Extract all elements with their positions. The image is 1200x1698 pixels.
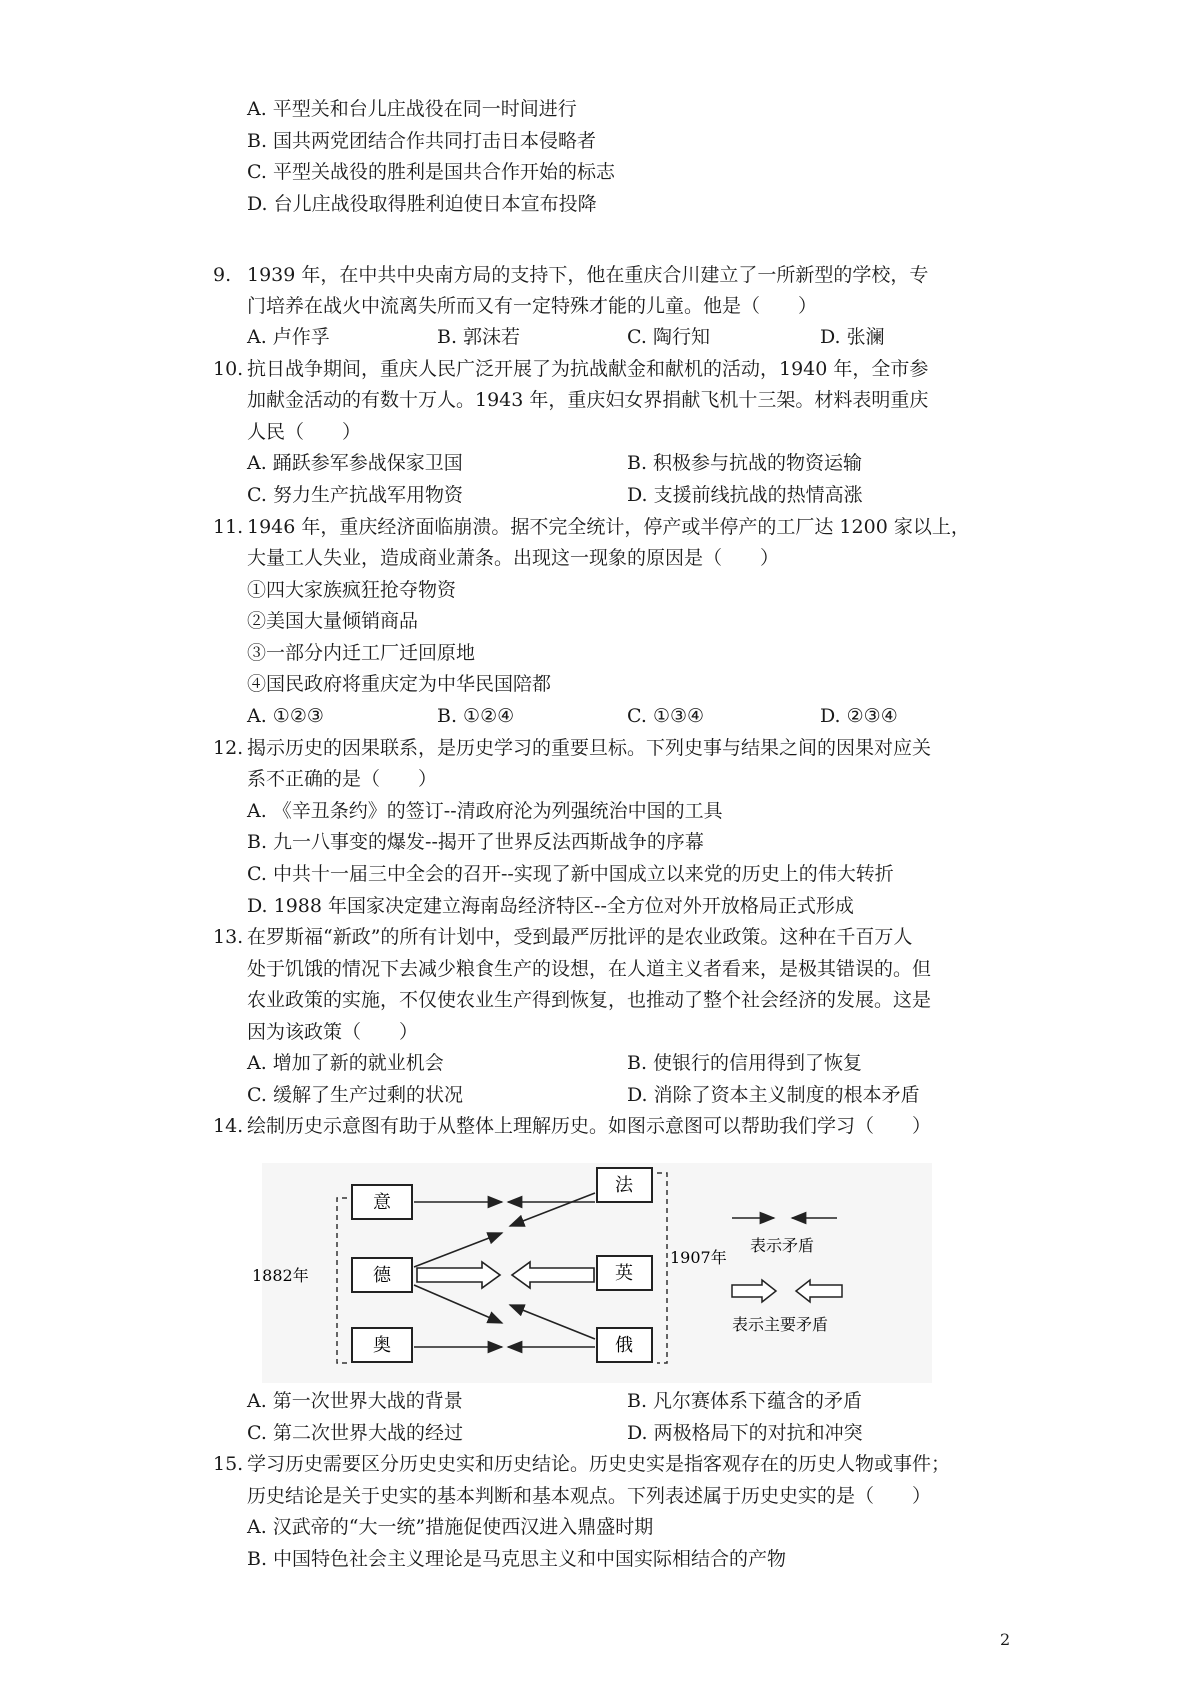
q14-option-a: A. 第一次世界大战的背景 [247, 1390, 463, 1412]
q13-number: 13. [213, 926, 244, 948]
q11-line-1: 1946 年，重庆经济面临崩溃。据不完全统计，停产或半停产的工厂达 1200 家以上， [247, 516, 970, 538]
year-left-label: 1882年 [252, 1266, 309, 1285]
q10-number: 10. [213, 358, 244, 380]
q10-option-c: C. 努力生产抗战军用物资 [247, 484, 463, 506]
q12-line-1: 揭示历史的因果联系，是历史学习的重要旦标。下列史事与结果之间的因果对应关 [247, 737, 932, 759]
q8-option-b: B. 国共两党团结合作共同打击日本侵略者 [247, 130, 597, 152]
q12-option-d: D. 1988 年国家决定建立海南岛经济特区--全方位对外开放格局正式形成 [247, 895, 854, 917]
q15-number: 15. [213, 1453, 244, 1475]
q13-line-3: 农业政策的实施，不仅使农业生产得到恢复，也推动了整个社会经济的发展。这是 [247, 989, 932, 1011]
q15-line-2: 历史结论是关于史实的基本判断和基本观点。下列表述属于历史史实的是（ ） [247, 1485, 932, 1507]
q9-option-c: C. 陶行知 [627, 326, 710, 348]
q10-line-2: 加献金活动的有数十万人。1943 年，重庆妇女界捐献飞机十三架。材料表明重庆 [247, 389, 929, 411]
box-germany-label: 德 [373, 1265, 391, 1286]
q12-line-2: 系不正确的是（ ） [247, 768, 438, 790]
q9-option-d: D. 张澜 [820, 326, 885, 348]
q12-option-a: A. 《辛丑条约》的签订--清政府沦为列强统治中国的工具 [247, 800, 723, 822]
q14-option-d: D. 两极格局下的对抗和冲突 [627, 1422, 863, 1444]
q11-option-d: D. ②③④ [820, 705, 898, 727]
box-britain-label: 英 [615, 1263, 633, 1284]
q11-line-2: 大量工人失业，造成商业萧条。出现这一现象的原因是（ ） [247, 547, 780, 569]
page-number: 2 [1000, 1630, 1011, 1649]
q10-option-a: A. 踊跃参军参战保家卫国 [247, 452, 463, 474]
q11-number: 11. [213, 516, 244, 538]
q11-item-1: ①四大家族疯狂抢夺物资 [247, 579, 457, 601]
q11-option-a: A. ①②③ [247, 705, 324, 727]
legend-main-label: 表示主要矛盾 [732, 1315, 829, 1334]
q8-option-a: A. 平型关和台儿庄战役在同一时间进行 [247, 98, 577, 120]
q11-item-4: ④国民政府将重庆定为中华民国陪都 [247, 673, 552, 695]
box-britain [597, 1256, 652, 1290]
year-right-label: 1907年 [670, 1248, 727, 1267]
q11-item-3: ③一部分内迁工厂迁回原地 [247, 642, 476, 664]
q13-option-a: A. 增加了新的就业机会 [247, 1052, 444, 1074]
q13-line-1: 在罗斯福“新政”的所有计划中，受到最严厉批评的是农业政策。这种在千百万人 [247, 926, 913, 948]
q9-line-1: 1939 年，在中共中央南方局的支持下，他在重庆合川建立了一所新型的学校，专 [247, 264, 929, 286]
q12-option-b: B. 九一八事变的爆发--揭开了世界反法西斯战争的序幕 [247, 831, 704, 853]
q10-line-1: 抗日战争期间，重庆人民广泛开展了为抗战献金和献机的活动，1940 年，全市参 [247, 358, 929, 380]
box-russia-label: 俄 [615, 1335, 633, 1356]
q13-option-c: C. 缓解了生产过剩的状况 [247, 1084, 463, 1106]
alliance-diagram-svg [252, 1163, 932, 1383]
q11-item-2: ②美国大量倾销商品 [247, 610, 419, 632]
q9-number: 9. [213, 264, 232, 286]
q8-option-d: D. 台儿庄战役取得胜利迫使日本宣布投降 [247, 193, 597, 215]
q14-number: 14. [213, 1115, 244, 1137]
box-france-label: 法 [615, 1175, 633, 1196]
q15-line-1: 学习历史需要区分历史史实和历史结论。历史史实是指客观存在的历史人物或事件； [247, 1453, 951, 1475]
alliance-diagram [252, 1163, 932, 1383]
q13-line-4: 因为该政策（ ） [247, 1021, 419, 1043]
box-russia [597, 1328, 652, 1362]
q9-option-b: B. 郭沫若 [437, 326, 521, 348]
box-france [597, 1168, 652, 1202]
q13-option-d: D. 消除了资本主义制度的根本矛盾 [627, 1084, 920, 1106]
q10-line-3: 人民（ ） [247, 421, 362, 443]
box-italy [352, 1185, 412, 1219]
q13-line-2: 处于饥饿的情况下去减少粮食生产的设想，在人道主义者看来，是极其错误的。但 [247, 958, 932, 980]
q14-line-1: 绘制历史示意图有助于从整体上理解历史。如图示意图可以帮助我们学习（ ） [247, 1115, 932, 1137]
q10-option-d: D. 支援前线抗战的热情高涨 [627, 484, 863, 506]
q11-option-c: C. ①③④ [627, 705, 705, 727]
q13-option-b: B. 使银行的信用得到了恢复 [627, 1052, 863, 1074]
q9-line-2: 门培养在战火中流离失所而又有一定特殊才能的儿童。他是（ ） [247, 295, 818, 317]
q9-option-a: A. 卢作孚 [247, 326, 330, 348]
q11-option-b: B. ①②④ [437, 705, 515, 727]
box-italy-label: 意 [373, 1192, 391, 1213]
q15-option-b: B. 中国特色社会主义理论是马克思主义和中国实际相结合的产物 [247, 1548, 787, 1570]
box-germany [352, 1258, 412, 1292]
q15-option-a: A. 汉武帝的“大一统”措施促使西汉进入鼎盛时期 [247, 1516, 654, 1538]
box-austria [352, 1328, 412, 1362]
q14-option-b: B. 凡尔赛体系下蕴含的矛盾 [627, 1390, 863, 1412]
box-austria-label: 奥 [373, 1335, 391, 1356]
q8-option-c: C. 平型关战役的胜利是国共合作开始的标志 [247, 161, 615, 183]
q10-option-b: B. 积极参与抗战的物资运输 [627, 452, 863, 474]
q14-option-c: C. 第二次世界大战的经过 [247, 1422, 463, 1444]
q12-number: 12. [213, 737, 244, 759]
q12-option-c: C. 中共十一届三中全会的召开--实现了新中国成立以来党的历史上的伟大转折 [247, 863, 894, 885]
legend-contradiction-label: 表示矛盾 [750, 1236, 815, 1255]
